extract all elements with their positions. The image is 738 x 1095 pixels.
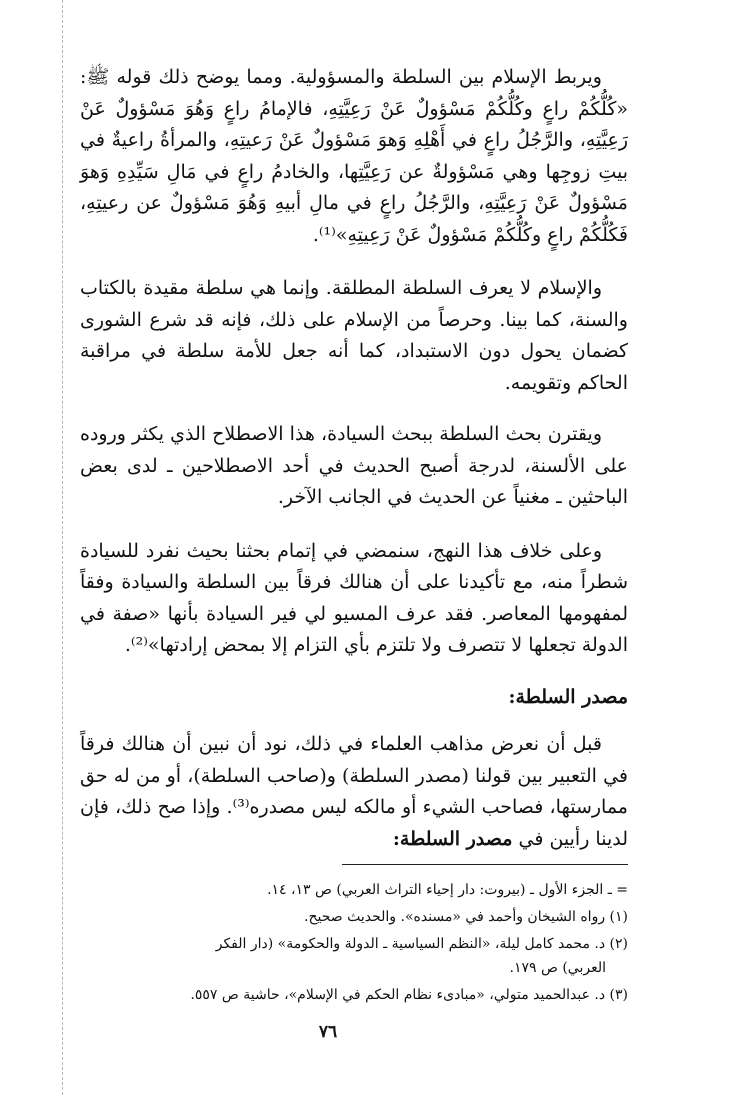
page-number: ٧٦ — [318, 1022, 338, 1042]
paragraph-hadith: ويربط الإسلام بين السلطة والمسؤولية. ومما يوضح ذلك قوله ﷺ: «كُلُّكُمْ راعٍ وكُلُّكُمْ مَسْؤولٌ عَنْ رَعِيَّتِهِ، فالإمامُ راعٍ وَهُوَ مَسْؤولٌ عَنْ رَعِيَّتِهِ، والرَّجُلُ راعٍ في أَهْلِهِ وَهوَ مَسْؤولٌ عَنْ رَعيتِهِ، والمرأةُ راعيةٌ في بيتِ زوجِها وهي مَسْؤولةٌ عن رَعِيَّتِها، والخادمُ راعٍ في مَالِ سَيِّدِهِ وَهوَ مَسْؤولٌ عَنْ رَعِيَّتِهِ، والرَّجُلُ راعٍ في مالِ أبيهِ وَهُوَ مَسْؤولٌ عن رعيتِهِ، فَكُلُّكُمْ راعٍ وكُلُّكُمْ مَسْؤولٌ عَنْ رَعِيتِهِ»⁽¹⁾. — [80, 66, 628, 246]
footnote-2: (٢) د. محمد كامل ليلة، «النظم السياسية ـ الدولة والحكومة» (دار الفكر العربي) ص ١٧٩. — [215, 936, 628, 976]
paragraph-absolute-authority: والإسلام لا يعرف السلطة المطلقة. وإنما هي سلطة مقيدة بالكتاب والسنة، كما بينا. وحرصاً من الإسلام على ذلك، فإنه قد شرع الشورى كضمان يحول دون الاستبداد، كما أنه جعل للأمة سلطة في مراقبة الحاكم وتقويمه. — [80, 277, 628, 394]
main-text-block — [80, 62, 628, 855]
paragraph-source-text: قبل أن نعرض مذاهب العلماء في ذلك، نود أن نبين أن هنالك فرقاً في التعبير بين قولنا (مصدر السلطة) و(صاحب السلطة)، أو من له حق ممارستها، فصاحب الشيء أو مالكه ليس مصدره⁽³⁾. وإذا صح ذلك، فإن لدينا رأيين في — [80, 733, 628, 850]
footnote-continuation: = ـ الجزء الأول ـ (بيروت: دار إحياء التراث العربي) ص ١٣، ١٤. — [267, 882, 628, 898]
footnote-1: (١) رواه الشيخان وأحمد في «مسنده». والحديث صحيح. — [304, 909, 628, 925]
inline-heading-source-of-authority: مصدر السلطة: — [392, 827, 513, 850]
footnotes-block — [190, 878, 628, 1010]
footnote-separator — [342, 864, 628, 865]
paragraph-sovereignty-link: ويقترن بحث السلطة ببحث السيادة، هذا الاصطلاح الذي يكثر وروده على الألسنة، لدرجة أصبح الحديث في أحد الاصطلاحين ـ لدى بعض الباحثين ـ مغنياً عن الحديث في الجانب الآخر. — [80, 423, 628, 508]
footnote-3: (٣) د. عبدالحميد متولي، «مبادىء نظام الحكم في الإسلام»، حاشية ص ٥٥٧. — [190, 987, 628, 1003]
paragraph-sovereignty-definition: وعلى خلاف هذا النهج، سنمضي في إتمام بحثنا بحيث نفرد للسيادة شطراً منه، مع تأكيدنا على أن هنالك فرقاً بين السلطة والسيادة وفقاً لمفهومها المعاصر. فقد عرف المسيو لي فير السيادة بأنها «صفة في الدولة تجعلها لا تتصرف ولا تلتزم بأي التزام إلا بمحض إرادتها»⁽²⁾. — [80, 539, 628, 656]
paragraph-source-distinction — [80, 729, 628, 855]
section-heading-source-of-authority: مصدر السلطة: — [508, 685, 628, 708]
binding-margin-line — [62, 0, 63, 1095]
